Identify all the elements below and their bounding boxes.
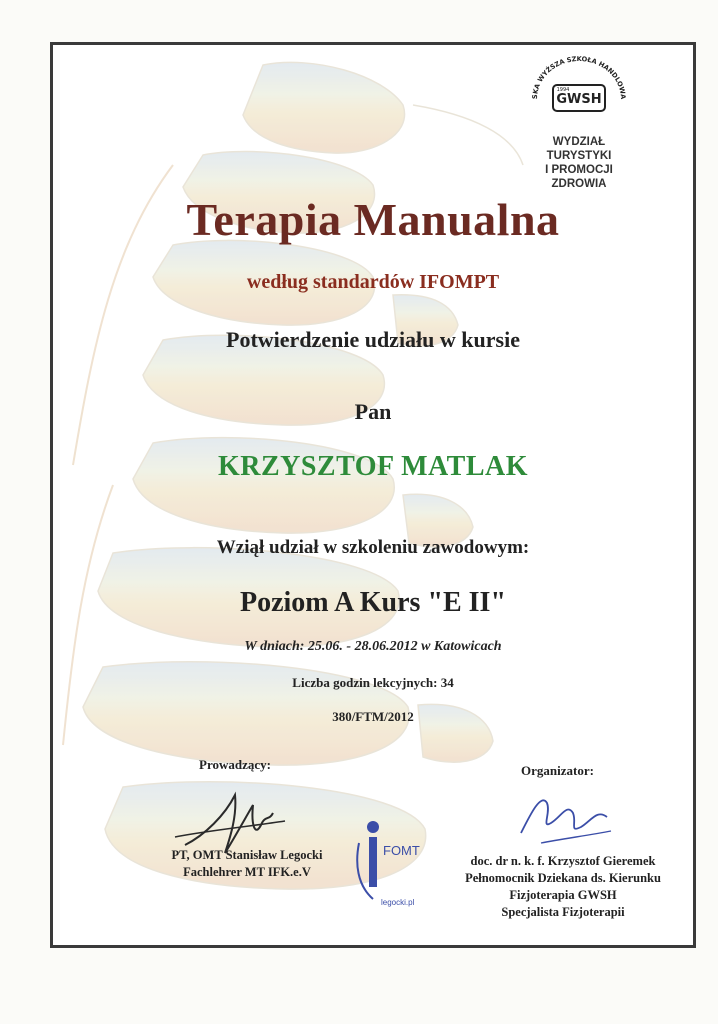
- organizer-program: Fizjoterapia GWSH: [509, 888, 617, 902]
- honorific: Pan: [354, 399, 392, 424]
- organizer-position: Pełnomocnik Dziekana ds. Kierunku: [465, 871, 661, 885]
- organizer-signature: [511, 783, 621, 863]
- organizer-details: [443, 853, 683, 921]
- ifomt-logo: [351, 813, 431, 913]
- svg-text:1994: 1994: [556, 87, 570, 93]
- svg-text:GÓRNOŚLĄSKA WYŻSZA SZKOŁA HAND: SKA WYŻSZA SZKOŁA HANDLOWA: [530, 54, 628, 100]
- certificate-subtitle: według standardów IFOMPT: [246, 271, 500, 293]
- certificate-frame: [50, 42, 696, 948]
- organizer-name: doc. dr n. k. f. Krzysztof Gieremek: [470, 854, 656, 868]
- instructor-title: Fachlehrer MT IFK.e.V: [183, 865, 311, 879]
- participation-text: Wziął udział w szkoleniu zawodowym:: [216, 537, 530, 558]
- organizer-label: Organizator:: [521, 763, 594, 778]
- gwsh-seal-logo: [519, 51, 639, 190]
- organizer-specialty: Specjalista Fizjoterapii: [501, 905, 625, 919]
- faculty-name: WYDZIAŁ TURYSTYKI I PROMOCJI ZDROWIA: [545, 136, 613, 190]
- course-dates: W dniach: 25.06. - 28.06.2012 w Katowicach: [244, 639, 502, 654]
- confirmation-text: Potwierdzenie udziału w kursie: [226, 327, 520, 352]
- instructor-details: [147, 847, 347, 881]
- ifomt-logo-graphic: [351, 813, 431, 913]
- svg-text:GWSH: GWSH: [556, 92, 602, 107]
- course-name: Poziom A Kurs "E II": [240, 587, 506, 618]
- instructor-label: Prowadzący:: [199, 757, 271, 772]
- participant-name: KRZYSZTOF MATLAK: [217, 451, 529, 482]
- svg-text:FOMT: FOMT: [383, 843, 420, 858]
- svg-text:legocki.pl: legocki.pl: [381, 898, 415, 907]
- certificate-title: Terapia Manualna: [186, 194, 560, 245]
- registration-number: 380/FTM/2012: [332, 709, 414, 724]
- course-hours: Liczba godzin lekcyjnych: 34: [292, 675, 454, 690]
- instructor-name: PT, OMT Stanisław Legocki: [171, 848, 323, 862]
- seal-icon: [519, 51, 639, 131]
